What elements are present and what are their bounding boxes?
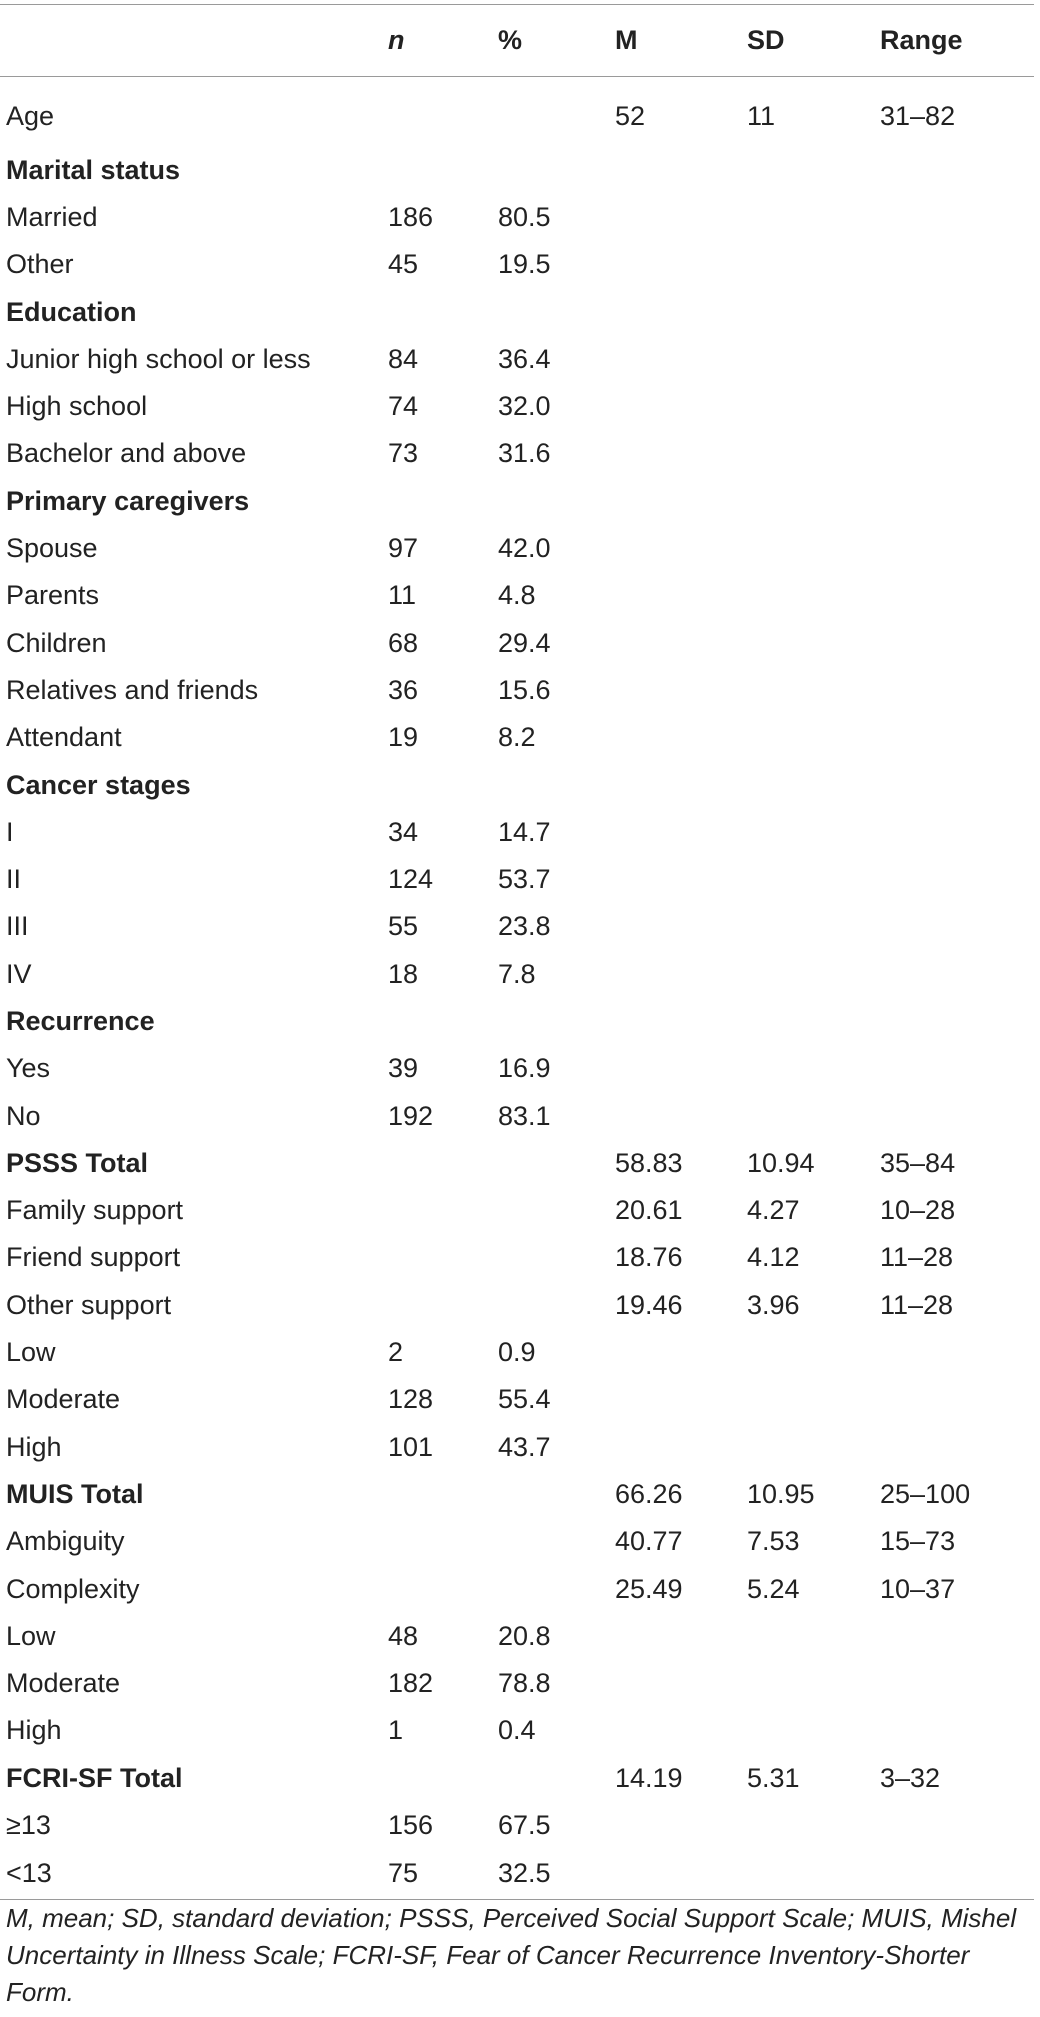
cell-n: 74 xyxy=(388,391,419,422)
cell-percent: 78.8 xyxy=(498,1668,551,1699)
table-section-row xyxy=(0,1140,1034,1187)
cell-label: Family support xyxy=(6,1195,184,1226)
cell-n xyxy=(382,1234,492,1281)
table-row xyxy=(0,1565,1034,1612)
cell-percent: 0.4 xyxy=(498,1715,536,1746)
table-header xyxy=(0,5,1034,77)
table-row xyxy=(0,1092,1034,1139)
cell-range xyxy=(874,288,1034,335)
table-section-row xyxy=(0,1471,1034,1518)
table-row xyxy=(0,619,1034,666)
cell-n xyxy=(382,1187,492,1234)
cell-range xyxy=(874,1092,1034,1139)
cell-mean xyxy=(609,1707,741,1754)
cell-percent xyxy=(492,1140,609,1187)
table-row xyxy=(0,1329,1034,1376)
table-row xyxy=(0,194,1034,241)
cell-label: Parents xyxy=(6,580,100,611)
cell-range: 3–32 xyxy=(880,1762,941,1793)
cell-mean xyxy=(609,998,741,1045)
cell-percent xyxy=(492,998,609,1045)
demographics-table xyxy=(0,4,1034,1900)
cell-percent: 14.7 xyxy=(498,816,551,847)
cell-range xyxy=(874,1329,1034,1376)
cell-range: 11–28 xyxy=(880,1289,954,1320)
cell-range: 10–37 xyxy=(880,1573,956,1604)
cell-mean: 25.49 xyxy=(615,1573,683,1604)
cell-n: 39 xyxy=(388,1053,419,1084)
cell-label: Ambiguity xyxy=(6,1526,125,1557)
cell-sd xyxy=(741,1613,874,1660)
cell-mean xyxy=(609,1092,741,1139)
cell-percent xyxy=(492,1282,609,1329)
cell-mean xyxy=(609,1376,741,1423)
cell-range: 35–84 xyxy=(880,1147,956,1178)
cell-n xyxy=(382,998,492,1045)
cell-n: 182 xyxy=(388,1668,434,1699)
cell-sd xyxy=(741,667,874,714)
cell-label: Moderate xyxy=(6,1384,121,1415)
table-row xyxy=(0,1660,1034,1707)
cell-range xyxy=(874,809,1034,856)
cell-label: Married xyxy=(6,201,98,232)
cell-mean: 20.61 xyxy=(615,1195,683,1226)
cell-label: Recurrence xyxy=(6,1005,155,1036)
cell-sd xyxy=(741,1376,874,1423)
cell-sd xyxy=(741,809,874,856)
cell-n: 55 xyxy=(388,911,419,942)
cell-mean xyxy=(609,951,741,998)
cell-n xyxy=(382,761,492,808)
cell-mean xyxy=(609,809,741,856)
cell-mean xyxy=(609,147,741,194)
cell-label: Attendant xyxy=(6,722,122,753)
cell-percent xyxy=(492,1234,609,1281)
cell-mean xyxy=(609,714,741,761)
cell-percent: 19.5 xyxy=(498,249,551,280)
cell-percent: 55.4 xyxy=(498,1384,551,1415)
cell-mean xyxy=(609,667,741,714)
table-row xyxy=(0,430,1034,477)
cell-mean xyxy=(609,903,741,950)
table-row xyxy=(0,336,1034,383)
cell-mean xyxy=(609,1849,741,1899)
cell-range xyxy=(874,383,1034,430)
cell-range xyxy=(874,761,1034,808)
cell-sd xyxy=(741,714,874,761)
cell-n: 45 xyxy=(388,249,419,280)
cell-n: 128 xyxy=(388,1384,434,1415)
cell-sd xyxy=(741,619,874,666)
cell-n xyxy=(382,1755,492,1802)
table-row xyxy=(0,572,1034,619)
cell-sd xyxy=(741,1424,874,1471)
cell-mean xyxy=(609,525,741,572)
table-row xyxy=(0,856,1034,903)
cell-label: Spouse xyxy=(6,533,98,564)
table-row xyxy=(0,1045,1034,1092)
cell-sd xyxy=(741,1849,874,1899)
table-row xyxy=(0,1849,1034,1899)
cell-n: 34 xyxy=(388,816,419,847)
header-range: Range xyxy=(874,5,1034,77)
cell-percent xyxy=(492,1755,609,1802)
header-row xyxy=(0,5,1034,77)
cell-label: II xyxy=(6,864,22,895)
cell-percent: 8.2 xyxy=(498,722,536,753)
table-row xyxy=(0,1707,1034,1754)
cell-sd xyxy=(741,1329,874,1376)
cell-range xyxy=(874,1376,1034,1423)
cell-mean xyxy=(609,761,741,808)
cell-percent: 4.8 xyxy=(498,580,536,611)
cell-percent: 16.9 xyxy=(498,1053,551,1084)
cell-percent: 20.8 xyxy=(498,1620,551,1651)
table-section-row xyxy=(0,1755,1034,1802)
cell-label: PSSS Total xyxy=(6,1147,149,1178)
cell-n xyxy=(382,1471,492,1518)
table-body xyxy=(0,77,1034,1900)
cell-percent xyxy=(492,761,609,808)
table-footnote: M, mean; SD, standard deviation; PSSS, Perceived Social Support Scale; MUIS, Mishel Uncertainty in Illness Scale; FCRI-SF, Fear of Cancer Recurrence Inventory-Shorter Form. xyxy=(6,1903,1017,2007)
cell-percent xyxy=(492,288,609,335)
cell-percent: 67.5 xyxy=(498,1810,551,1841)
cell-range xyxy=(874,998,1034,1045)
cell-mean xyxy=(609,288,741,335)
cell-range xyxy=(874,572,1034,619)
cell-n xyxy=(382,1140,492,1187)
cell-n: 101 xyxy=(388,1431,434,1462)
cell-label: Low xyxy=(6,1337,56,1368)
cell-percent: 83.1 xyxy=(498,1100,551,1131)
cell-sd xyxy=(741,856,874,903)
table-row xyxy=(0,1376,1034,1423)
header-mean: M xyxy=(609,5,741,77)
cell-mean xyxy=(609,1802,741,1849)
cell-percent xyxy=(492,1565,609,1612)
cell-range xyxy=(874,1707,1034,1754)
cell-percent xyxy=(492,147,609,194)
cell-sd xyxy=(741,478,874,525)
cell-mean: 66.26 xyxy=(615,1478,683,1509)
cell-n: 192 xyxy=(388,1100,434,1131)
cell-label: Relatives and friends xyxy=(6,674,259,705)
cell-mean xyxy=(609,619,741,666)
cell-percent: 29.4 xyxy=(498,627,551,658)
cell-range xyxy=(874,1424,1034,1471)
table-row xyxy=(0,809,1034,856)
cell-range xyxy=(874,1045,1034,1092)
cell-n xyxy=(382,1518,492,1565)
cell-label: Complexity xyxy=(6,1573,140,1604)
cell-n: 84 xyxy=(388,343,419,374)
cell-range: 11–28 xyxy=(880,1242,954,1273)
cell-label: Education xyxy=(6,296,137,327)
cell-label: III xyxy=(6,911,29,942)
cell-range xyxy=(874,856,1034,903)
cell-n: 11 xyxy=(388,580,417,611)
table-row xyxy=(0,383,1034,430)
cell-percent: 32.5 xyxy=(492,1849,609,1899)
cell-percent: 23.8 xyxy=(498,911,551,942)
cell-label: Other xyxy=(6,249,74,280)
cell-n: 97 xyxy=(388,533,419,564)
cell-label: Cancer stages xyxy=(6,769,191,800)
cell-n: 19 xyxy=(388,722,419,753)
cell-mean xyxy=(609,1660,741,1707)
cell-sd: 5.24 xyxy=(747,1573,800,1604)
cell-range xyxy=(874,147,1034,194)
cell-mean xyxy=(609,336,741,383)
cell-n xyxy=(382,147,492,194)
table-row xyxy=(0,714,1034,761)
cell-label: Children xyxy=(6,627,107,658)
cell-sd xyxy=(741,288,874,335)
cell-n: 36 xyxy=(388,674,419,705)
cell-label: Other support xyxy=(6,1289,172,1320)
cell-sd xyxy=(741,1092,874,1139)
header-label xyxy=(0,5,382,77)
cell-n: 73 xyxy=(388,438,419,469)
table-row xyxy=(0,1518,1034,1565)
table-row xyxy=(0,1613,1034,1660)
cell-range: 15–73 xyxy=(880,1526,956,1557)
cell-mean: 52 xyxy=(615,101,646,132)
cell-mean: 58.83 xyxy=(615,1147,683,1178)
cell-range xyxy=(874,478,1034,525)
cell-percent xyxy=(492,478,609,525)
cell-range xyxy=(874,619,1034,666)
cell-range xyxy=(874,194,1034,241)
cell-percent: 31.6 xyxy=(498,438,551,469)
cell-label: Low xyxy=(6,1620,56,1651)
cell-percent: 43.7 xyxy=(498,1431,551,1462)
cell-mean: 19.46 xyxy=(615,1289,683,1320)
cell-percent: 36.4 xyxy=(498,343,551,374)
cell-sd: 4.27 xyxy=(747,1195,800,1226)
cell-mean xyxy=(609,478,741,525)
cell-sd xyxy=(741,572,874,619)
table-row xyxy=(0,1802,1034,1849)
cell-sd: 11 xyxy=(747,101,776,132)
cell-label: Age xyxy=(6,101,55,132)
cell-n xyxy=(382,288,492,335)
cell-n: 68 xyxy=(388,627,419,658)
cell-sd xyxy=(741,998,874,1045)
cell-range xyxy=(874,430,1034,477)
cell-n: 186 xyxy=(388,201,434,232)
cell-percent xyxy=(492,1518,609,1565)
cell-sd xyxy=(741,1802,874,1849)
cell-sd: 3.96 xyxy=(747,1289,800,1320)
table-row xyxy=(0,667,1034,714)
table-section-row xyxy=(0,288,1034,335)
cell-range xyxy=(874,1613,1034,1660)
cell-range xyxy=(874,667,1034,714)
cell-range xyxy=(874,1660,1034,1707)
cell-mean xyxy=(609,1424,741,1471)
cell-n: 1 xyxy=(388,1715,404,1746)
cell-label: Moderate xyxy=(6,1668,121,1699)
cell-range xyxy=(874,525,1034,572)
table-section-row xyxy=(0,761,1034,808)
table-row xyxy=(0,77,1034,147)
cell-label: High xyxy=(6,1715,62,1746)
cell-n: 75 xyxy=(382,1849,492,1899)
cell-n: 18 xyxy=(388,958,419,989)
cell-n xyxy=(382,1565,492,1612)
cell-range: 10–28 xyxy=(880,1195,956,1226)
cell-percent: 42.0 xyxy=(498,533,551,564)
table-section-row xyxy=(0,147,1034,194)
cell-sd xyxy=(741,147,874,194)
cell-mean: 40.77 xyxy=(615,1526,683,1557)
cell-percent: 53.7 xyxy=(498,864,551,895)
cell-label: <13 xyxy=(0,1849,382,1899)
header-percent: % xyxy=(492,5,609,77)
cell-mean xyxy=(609,194,741,241)
cell-mean xyxy=(609,1045,741,1092)
cell-percent xyxy=(492,77,609,147)
cell-n xyxy=(382,1282,492,1329)
cell-sd: 10.94 xyxy=(747,1147,815,1178)
cell-range xyxy=(874,951,1034,998)
cell-label: ≥13 xyxy=(6,1810,51,1841)
cell-range xyxy=(874,714,1034,761)
cell-percent xyxy=(492,1187,609,1234)
cell-n: 48 xyxy=(388,1620,419,1651)
cell-sd xyxy=(741,1045,874,1092)
cell-percent: 80.5 xyxy=(498,201,551,232)
table-row xyxy=(0,951,1034,998)
cell-mean xyxy=(609,1613,741,1660)
cell-n xyxy=(382,77,492,147)
cell-sd xyxy=(741,1660,874,1707)
cell-n xyxy=(382,478,492,525)
cell-percent: 0.9 xyxy=(498,1337,536,1368)
cell-sd xyxy=(741,761,874,808)
cell-mean xyxy=(609,383,741,430)
cell-mean: 18.76 xyxy=(615,1242,683,1273)
cell-sd xyxy=(741,1707,874,1754)
table-row xyxy=(0,1424,1034,1471)
cell-label: IV xyxy=(6,958,32,989)
table-row xyxy=(0,1187,1034,1234)
cell-label: FCRI-SF Total xyxy=(6,1762,183,1793)
table-row xyxy=(0,525,1034,572)
table-row xyxy=(0,903,1034,950)
cell-mean: 14.19 xyxy=(615,1762,683,1793)
cell-percent: 32.0 xyxy=(498,391,551,422)
cell-percent: 15.6 xyxy=(498,674,551,705)
cell-label: High xyxy=(6,1431,62,1462)
table-section-row xyxy=(0,478,1034,525)
cell-range xyxy=(874,336,1034,383)
cell-sd xyxy=(741,383,874,430)
cell-label: No xyxy=(6,1100,41,1131)
cell-range xyxy=(874,241,1034,288)
cell-label: High school xyxy=(6,391,148,422)
table-row xyxy=(0,1234,1034,1281)
cell-label: Junior high school or less xyxy=(6,343,311,374)
cell-sd: 10.95 xyxy=(747,1478,815,1509)
header-sd: SD xyxy=(741,5,874,77)
cell-label: Primary caregivers xyxy=(6,485,250,516)
cell-sd: 7.53 xyxy=(747,1526,800,1557)
cell-sd xyxy=(741,336,874,383)
cell-label: Yes xyxy=(6,1053,51,1084)
cell-mean xyxy=(609,856,741,903)
cell-mean xyxy=(609,241,741,288)
cell-percent xyxy=(492,1471,609,1518)
cell-label: Bachelor and above xyxy=(6,438,247,469)
cell-range xyxy=(874,1849,1034,1899)
cell-label: Marital status xyxy=(6,154,181,185)
cell-n: 2 xyxy=(388,1337,404,1368)
cell-sd xyxy=(741,430,874,477)
cell-sd xyxy=(741,903,874,950)
cell-n: 156 xyxy=(388,1810,434,1841)
cell-n: 124 xyxy=(388,864,434,895)
cell-label: Friend support xyxy=(6,1242,181,1273)
table-section-row xyxy=(0,998,1034,1045)
header-n: n xyxy=(382,5,492,77)
cell-mean xyxy=(609,572,741,619)
cell-mean xyxy=(609,1329,741,1376)
cell-percent: 7.8 xyxy=(498,958,536,989)
cell-mean xyxy=(609,430,741,477)
cell-range: 31–82 xyxy=(880,101,956,132)
cell-label: I xyxy=(6,816,14,847)
table-row xyxy=(0,241,1034,288)
cell-sd: 5.31 xyxy=(747,1762,800,1793)
cell-range: 25–100 xyxy=(880,1478,971,1509)
cell-sd xyxy=(741,525,874,572)
cell-sd xyxy=(741,951,874,998)
cell-range xyxy=(874,1802,1034,1849)
cell-sd xyxy=(741,241,874,288)
cell-range xyxy=(874,903,1034,950)
table-row xyxy=(0,1282,1034,1329)
cell-label: MUIS Total xyxy=(6,1478,144,1509)
cell-sd: 4.12 xyxy=(747,1242,800,1273)
cell-sd xyxy=(741,194,874,241)
